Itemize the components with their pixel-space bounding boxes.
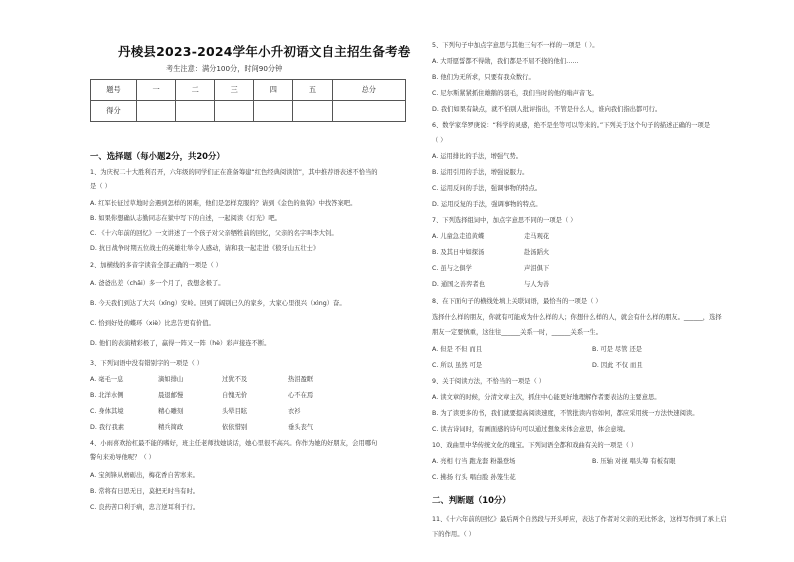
score-input-cell[interactable]	[176, 101, 215, 122]
score-cell: 一	[137, 80, 176, 101]
q3-option: 依依惜别	[222, 424, 248, 431]
question-line: D. 我们如果有缺点，就不怕别人批评指出，不管是什么人，谁向我们指出都可行。	[432, 106, 662, 113]
score-cell: 得分	[91, 101, 137, 122]
exam-notice: 考生注意：满分100分，时间90分钟	[166, 64, 283, 73]
question-line: 9、关于阅读方法，不恰当的一项是（ ）	[432, 378, 546, 385]
question-line: A. 读文章的时候，分清文章主次，抓住中心能更好地理解作者要表达的主要意思。	[432, 394, 661, 401]
question-line: 5、下列句子中加点字意思与其他三句不一样的一项是（ ）。	[432, 42, 599, 49]
section-2-title: 二、判断题（10分）	[432, 495, 511, 505]
question-line: （ ）	[432, 137, 447, 144]
q7-option[interactable]: C. 虽与之俱学	[432, 265, 472, 272]
question-line: B. 如果你想确认志勤同志在狱中写下的自述，一起阅读《灯光》吧。	[90, 215, 281, 222]
score-input-cell[interactable]	[293, 101, 332, 122]
question-line: A. 大哥愿誓都不得勋，我们都是不屈不挠的他们……	[432, 58, 579, 65]
question-line: C. 尼尔斯紧紧抓住雄鹅的羽毛，我们当时的他的嗡声音飞。	[432, 90, 598, 97]
question-line: A. 爸爸出差（chāi）多一个月了，我想念极了。	[90, 280, 225, 287]
q7-option: 走马观花	[524, 233, 550, 240]
score-cell: 总分	[332, 80, 405, 101]
question-line: A. 红军长征过草地时会遇到怎样的困难，他们是怎样克服的？请到《金色的鱼钩》中找答案吧。	[90, 200, 357, 207]
q3-option: 自愧无价	[222, 392, 248, 399]
q3-option[interactable]: D. 我行我素	[90, 424, 125, 431]
score-cell: 五	[293, 80, 332, 101]
score-input-cell[interactable]	[137, 101, 176, 122]
q3-option[interactable]: A. 毫毛一息	[90, 376, 124, 383]
question-line: 1、为庆祝二十大胜利召开，六年级的同学们正在准备筹建“红色经典阅读馆”，其中推荐语表述不恰当的	[90, 169, 378, 176]
question-line: 7、下列选择组词中，加点字意思不同的一项是（ ）	[432, 217, 577, 224]
q7-option[interactable]: A. 儿童急走追黄蝶	[432, 233, 485, 240]
q3-option: 滴如排山	[158, 376, 184, 383]
q3-option: 衣衫	[288, 408, 301, 415]
question-line: B. 今天我们到达了大兴（xīng）安岭。回到了阔别已久的家乡，大家心里很兴（xìng）奋。	[90, 300, 346, 307]
score-input-cell[interactable]	[215, 101, 254, 122]
q10-option[interactable]: A. 亮相 行当 跑龙套 粉墨登场	[432, 458, 516, 465]
q3-option[interactable]: B. 北洋水侧	[90, 392, 124, 399]
q3-option[interactable]: C. 身体其境	[90, 408, 124, 415]
q3-option: 热泪盈眶	[288, 376, 314, 383]
question-line: C. 《十六年前的回忆》一文讲述了一个孩子对父亲牺牲前的回忆，父亲的名字叫李大钊。	[90, 230, 338, 237]
question-line: 选择什么样的朋友，你就有可能成为什么样的人；你想什么样的人，就会有什么样的朋友。______，选择	[432, 314, 722, 321]
q3-option: 心不在焉	[288, 392, 314, 399]
score-cell: 三	[215, 80, 254, 101]
q3-option: 晨退邮慢	[158, 392, 184, 399]
score-input-cell[interactable]	[254, 101, 293, 122]
q7-option: 与人为善	[524, 281, 550, 288]
q3-option: 过犹不及	[222, 376, 248, 383]
q7-option: 声泪俱下	[524, 265, 550, 272]
question-line: D. 运用反复的手法，强调事物的特点。	[432, 201, 542, 208]
q7-option: 赴汤蹈火	[524, 249, 550, 256]
q3-option: 头晕目眩	[222, 408, 248, 415]
question-line: D. 抗日战争时期五位战士的英雄壮举令人感动，请和我一起走进《狼牙山五壮士》	[90, 245, 320, 252]
question-line: C. 运用反问的手法，强调事物的特点。	[432, 185, 542, 192]
question-line: B. 常将有日思无日，莫把无时当有时。	[90, 488, 200, 495]
score-input-cell[interactable]	[332, 101, 405, 122]
question-line: C. 恰到好处的蝶环（xiè）比忠告更有价值。	[90, 320, 215, 327]
question-line: 10、戏曲里中华传统文化的瑰宝。下列词语全都和戏曲有关的一项是（ ）	[432, 442, 638, 449]
question-line: 4、小雨喜欢抬杠最不能的嗜好，班主任老师找她谈话，她心里很不高兴。你作为她的好朋友，会用哪句	[90, 440, 378, 447]
score-table-score-row	[91, 101, 406, 122]
q7-option[interactable]: B. 及其日中如探汤	[432, 249, 485, 256]
q3-option: 精兵简政	[158, 424, 184, 431]
section-1-title: 一、选择题（每小题2分，共20分）	[90, 151, 225, 161]
q8-option[interactable]: C. 所以 虽然 可是	[432, 362, 483, 369]
question-line: 2、加横线的多音字读音全部正确的一项是（ ）	[90, 262, 222, 269]
q3-option: 精心雕刻	[158, 408, 184, 415]
q8-option[interactable]: A. 但是 不但 而且	[432, 346, 482, 353]
q10-option[interactable]: C. 拂扬 行头 唱白脸 孙笼生花	[432, 474, 516, 481]
question-line: 3、下列词语中没有错别字的一项是（ ）	[90, 360, 204, 367]
question-line: B. 运用引用的手法，增强说服力。	[432, 169, 529, 176]
q8-option[interactable]: B. 可是 尽管 还是	[592, 346, 643, 353]
score-cell: 题号	[91, 80, 137, 101]
question-line: 警句来劝导他呢？（ ）	[90, 454, 155, 461]
score-table-header-row	[91, 80, 406, 101]
question-line: C. 读古诗词时，有画面感的诗句可以通过想象来体会意思，体会意境。	[432, 426, 630, 433]
question-line: 8、在下面句子的横线处填上关联词语，最恰当的一项是（ ）	[432, 298, 602, 305]
question-line: 6、数学家华罗庚说：“科学的灵感，绝不是坐等可以等来的。”下列关于这个句子的描述正确的一项是	[432, 122, 711, 129]
question-line: D. 他们的表演精彩极了，赢得一阵又一阵（hè）彩声接连不断。	[90, 340, 271, 347]
score-table	[90, 79, 406, 122]
question-line: A. 宝剑锋从磨砺出，梅花香自苦寒来。	[90, 472, 199, 479]
score-cell: 二	[176, 80, 215, 101]
score-cell: 四	[254, 80, 293, 101]
question-line: A. 运用排比的手法，增强气势。	[432, 153, 523, 160]
exam-title: 丹棱县2023-2024学年小升初语文自主招生备考卷	[118, 44, 411, 59]
q3-option: 垂头丧气	[288, 424, 314, 431]
question-line: B. 为了读更多的书，我们就要提高阅读速度，不管批读内容如何，都应采用统一方法快速阅读。	[432, 410, 699, 417]
q10-option[interactable]: B. 压轴 对视 唱头筹 有板有眼	[592, 458, 676, 465]
question-line: 朋友一定要慎重，这往往______关系一时，______关系一生。	[432, 329, 603, 336]
question-line: C. 良药苦口利于病，忠言逆耳利于行。	[90, 504, 200, 511]
question-line: 11、《十六年前的回忆》最后两个自然段与开头呼应，表达了作者对父亲的无比怀念，这样写作到了承上启	[432, 516, 727, 523]
question-line: 下的作用。（ ）	[432, 531, 475, 538]
q8-option[interactable]: D. 因此 不仅 而且	[592, 362, 643, 369]
q7-option[interactable]: D. 通国之善弈者也	[432, 281, 485, 288]
question-line: B. 他们为无所求，只要有我众数行。	[432, 74, 535, 81]
question-line: 是（ ）	[90, 183, 111, 190]
